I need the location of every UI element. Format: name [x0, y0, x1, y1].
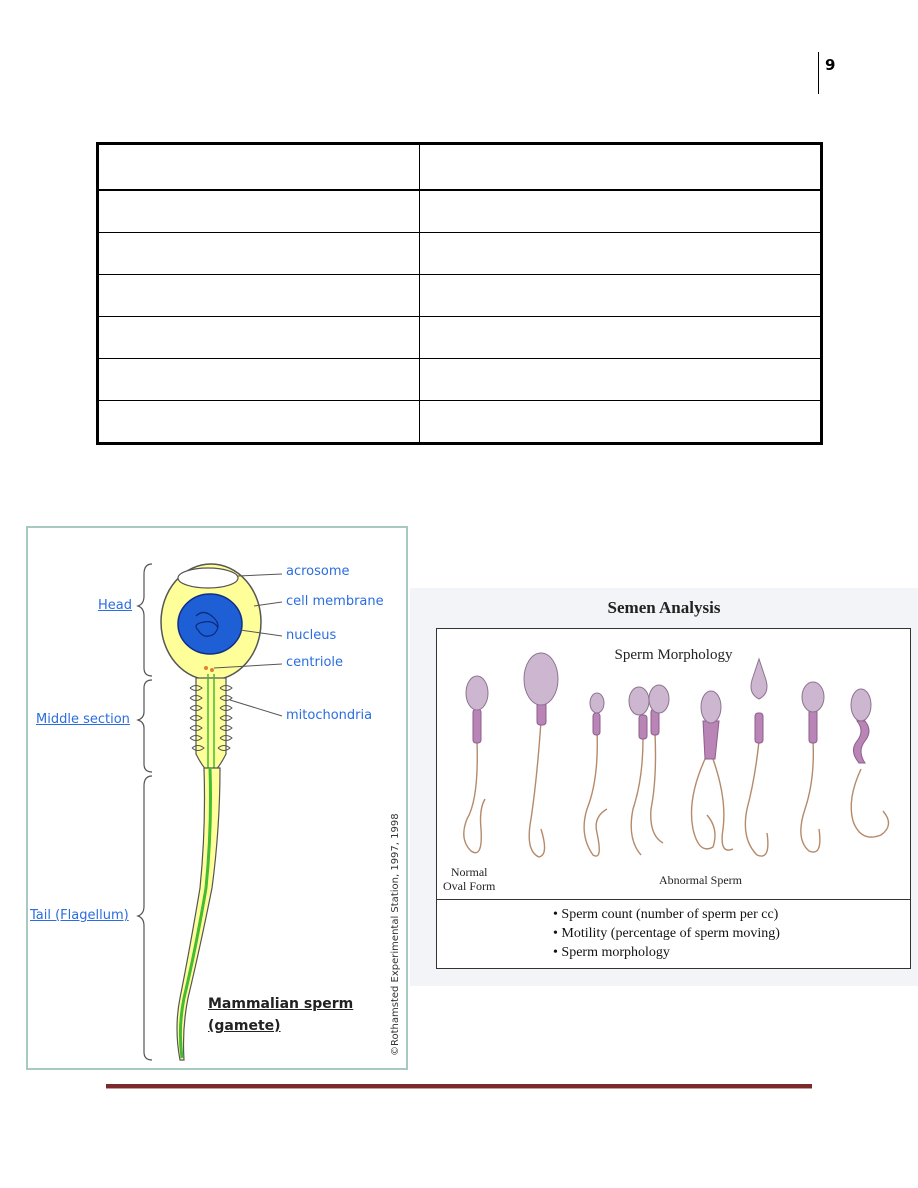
caption-line-2: (gamete) — [208, 1018, 281, 1034]
table-cell — [98, 359, 420, 401]
list-item: • Sperm count (number of sperm per cc) — [553, 905, 780, 924]
normal-label-line-1: Normal — [450, 865, 488, 879]
abnormal-sperm-label: Abnormal Sperm — [659, 873, 742, 887]
list-item: • Sperm morphology — [553, 943, 780, 962]
table-cell — [98, 275, 420, 317]
centriole-shape — [204, 666, 208, 670]
semen-analysis-title: Semen Analysis — [607, 598, 721, 617]
copyright-credit: ©Rothamsted Experimental Station, 1997, 1998 — [390, 813, 401, 1056]
label-centriole: centriole — [286, 655, 344, 670]
label-acrosome: acrosome — [286, 564, 350, 579]
table-cell — [420, 401, 822, 444]
footer-rule — [106, 1084, 812, 1089]
label-cell-membrane: cell membrane — [286, 594, 384, 609]
label-nucleus: nucleus — [286, 628, 337, 643]
morphology-subtitle: Sperm Morphology — [614, 647, 733, 663]
label-middle-section: Middle section — [36, 712, 130, 727]
table-row — [98, 359, 822, 401]
table-cell — [98, 233, 420, 275]
normal-label-line-2: Oval Form — [443, 879, 496, 893]
page-number: 9 — [825, 56, 836, 74]
diagram-caption — [208, 993, 353, 1037]
table-cell — [98, 401, 420, 444]
sperm-diagram-figure — [26, 526, 408, 1070]
label-head: Head — [98, 598, 132, 613]
page-number-box — [818, 52, 849, 94]
blank-table — [96, 142, 823, 445]
nucleus-shape — [178, 594, 242, 654]
table-row — [98, 144, 822, 191]
normal-oval-form-label — [443, 865, 495, 893]
label-tail: Tail (Flagellum) — [30, 908, 129, 923]
caption-line-1: Mammalian sperm — [208, 996, 354, 1012]
table-cell — [98, 144, 420, 191]
table-cell — [98, 317, 420, 359]
panel-divider — [437, 899, 910, 900]
table-cell — [98, 190, 420, 233]
analysis-bullet-list — [553, 905, 780, 962]
centriole-shape — [210, 668, 214, 672]
table-cell — [420, 190, 822, 233]
list-item: • Motility (percentage of sperm moving) — [553, 924, 780, 943]
tails — [464, 721, 889, 857]
acrosome-shape — [178, 568, 238, 588]
table-row — [98, 190, 822, 233]
table-cell — [420, 233, 822, 275]
table-cell — [420, 275, 822, 317]
table-cell — [420, 317, 822, 359]
sperm-morphology-drawing — [437, 629, 910, 869]
table-cell — [420, 359, 822, 401]
table-row — [98, 233, 822, 275]
table-row — [98, 401, 822, 444]
section-braces — [138, 564, 152, 1060]
midpiece — [196, 678, 226, 774]
sperm-diagram-drawing — [28, 528, 406, 1068]
morphology-panel — [436, 628, 911, 969]
table-row — [98, 317, 822, 359]
label-mitochondria: mitochondria — [286, 708, 373, 723]
table-cell — [420, 144, 822, 191]
semen-analysis-figure — [410, 588, 918, 986]
table-row — [98, 275, 822, 317]
